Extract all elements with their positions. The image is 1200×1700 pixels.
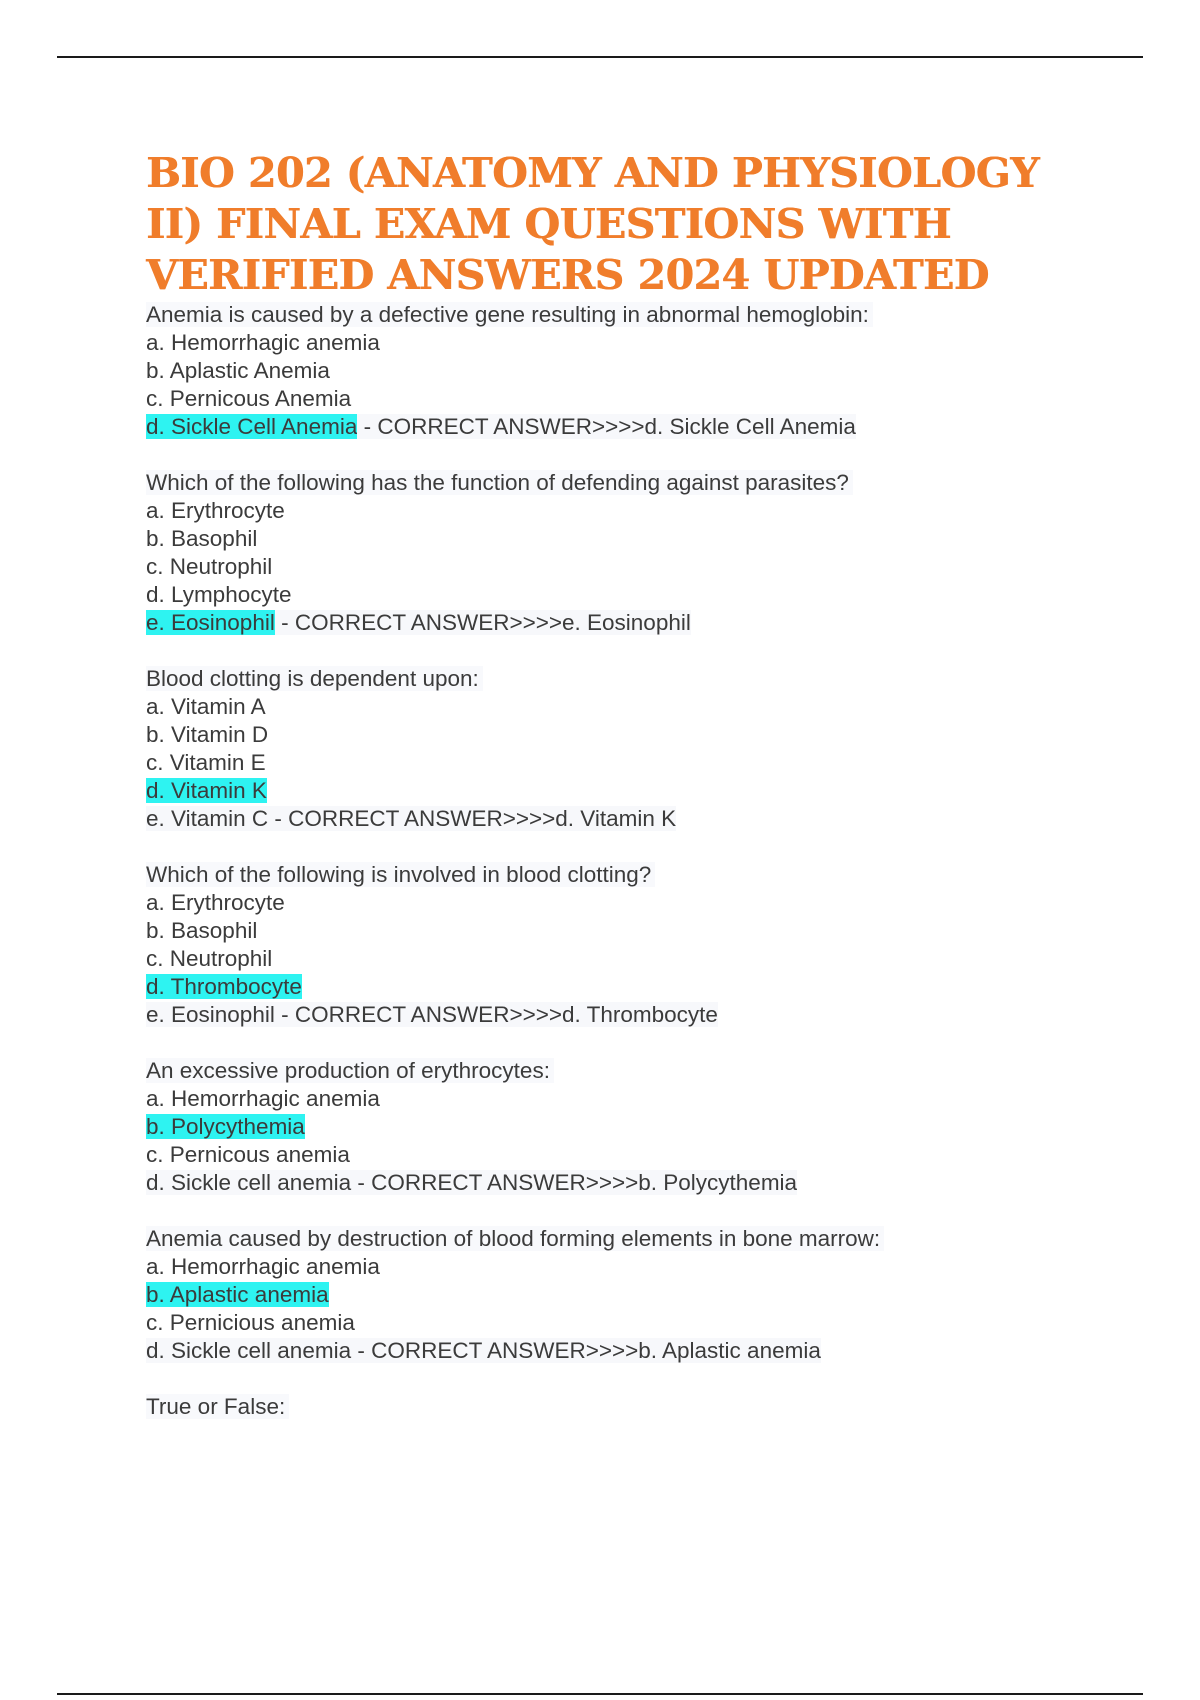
top-rule bbox=[57, 56, 1143, 58]
correct-answer-text: d. Sickle cell anemia - CORRECT ANSWER>>>>b. Polycythemia bbox=[146, 1170, 798, 1195]
answer-option: a. Erythrocyte bbox=[146, 498, 285, 523]
answer-option: c. Neutrophil bbox=[146, 946, 273, 971]
answer-option: c. Pernicous anemia bbox=[146, 1142, 350, 1167]
answer-option: a. Hemorrhagic anemia bbox=[146, 1254, 380, 1279]
bottom-rule bbox=[57, 1693, 1143, 1695]
answer-option: b. Basophil bbox=[146, 918, 258, 943]
answer-option: c. Pernicious anemia bbox=[146, 1310, 355, 1335]
question-text: Anemia caused by destruction of blood forming elements in bone marrow: bbox=[146, 1226, 884, 1251]
answer-option: a. Hemorrhagic anemia bbox=[146, 330, 380, 355]
highlighted-correct-option: d. Sickle Cell Anemia bbox=[146, 414, 358, 439]
highlighted-correct-option: e. Eosinophil bbox=[146, 610, 275, 635]
correct-answer-text: e. Eosinophil - CORRECT ANSWER>>>>d. Thrombocyte bbox=[146, 1002, 718, 1027]
document-body bbox=[146, 148, 1066, 1449]
question-block bbox=[146, 469, 1066, 637]
answer-option: c. Vitamin E bbox=[146, 750, 266, 775]
question-block bbox=[146, 665, 1066, 833]
answer-option: b. Vitamin D bbox=[146, 722, 269, 747]
answer-option: b. Aplastic Anemia bbox=[146, 358, 330, 383]
question-block bbox=[146, 1225, 1066, 1365]
question-block bbox=[146, 861, 1066, 1029]
answer-option: c. Neutrophil bbox=[146, 554, 273, 579]
question-text: Blood clotting is dependent upon: bbox=[146, 666, 483, 691]
question-block bbox=[146, 1393, 1066, 1421]
correct-answer-text: - CORRECT ANSWER>>>>e. Eosinophil bbox=[274, 610, 691, 635]
question-block bbox=[146, 301, 1066, 441]
highlighted-correct-option: b. Aplastic anemia bbox=[146, 1282, 329, 1307]
question-text: True or False: bbox=[146, 1394, 289, 1419]
question-block bbox=[146, 1057, 1066, 1197]
highlighted-correct-option: d. Thrombocyte bbox=[146, 974, 302, 999]
highlighted-correct-option: d. Vitamin K bbox=[146, 778, 267, 803]
answer-option: a. Hemorrhagic anemia bbox=[146, 1086, 380, 1111]
answer-option: b. Basophil bbox=[146, 526, 258, 551]
correct-answer-text: e. Vitamin C - CORRECT ANSWER>>>>d. Vitamin K bbox=[146, 806, 677, 831]
answer-option: c. Pernicous Anemia bbox=[146, 386, 352, 411]
answer-option: a. Erythrocyte bbox=[146, 890, 285, 915]
correct-answer-text: - CORRECT ANSWER>>>>d. Sickle Cell Anemia bbox=[357, 414, 856, 439]
highlighted-correct-option: b. Polycythemia bbox=[146, 1114, 305, 1139]
answer-option: a. Vitamin A bbox=[146, 694, 266, 719]
question-text: An excessive production of erythrocytes: bbox=[146, 1058, 554, 1083]
document-title: BIO 202 (ANATOMY AND PHYSIOLOGY II) FINAL EXAM QUESTIONS WITH VERIFIED ANSWERS 2024 UPDATED bbox=[146, 149, 1039, 299]
question-text: Which of the following has the function of defending against parasites? bbox=[146, 470, 853, 495]
question-text: Which of the following is involved in blood clotting? bbox=[146, 862, 655, 887]
answer-option: d. Lymphocyte bbox=[146, 582, 292, 607]
question-text: Anemia is caused by a defective gene resulting in abnormal hemoglobin: bbox=[146, 302, 873, 327]
correct-answer-text: d. Sickle cell anemia - CORRECT ANSWER>>>>b. Aplastic anemia bbox=[146, 1338, 821, 1363]
